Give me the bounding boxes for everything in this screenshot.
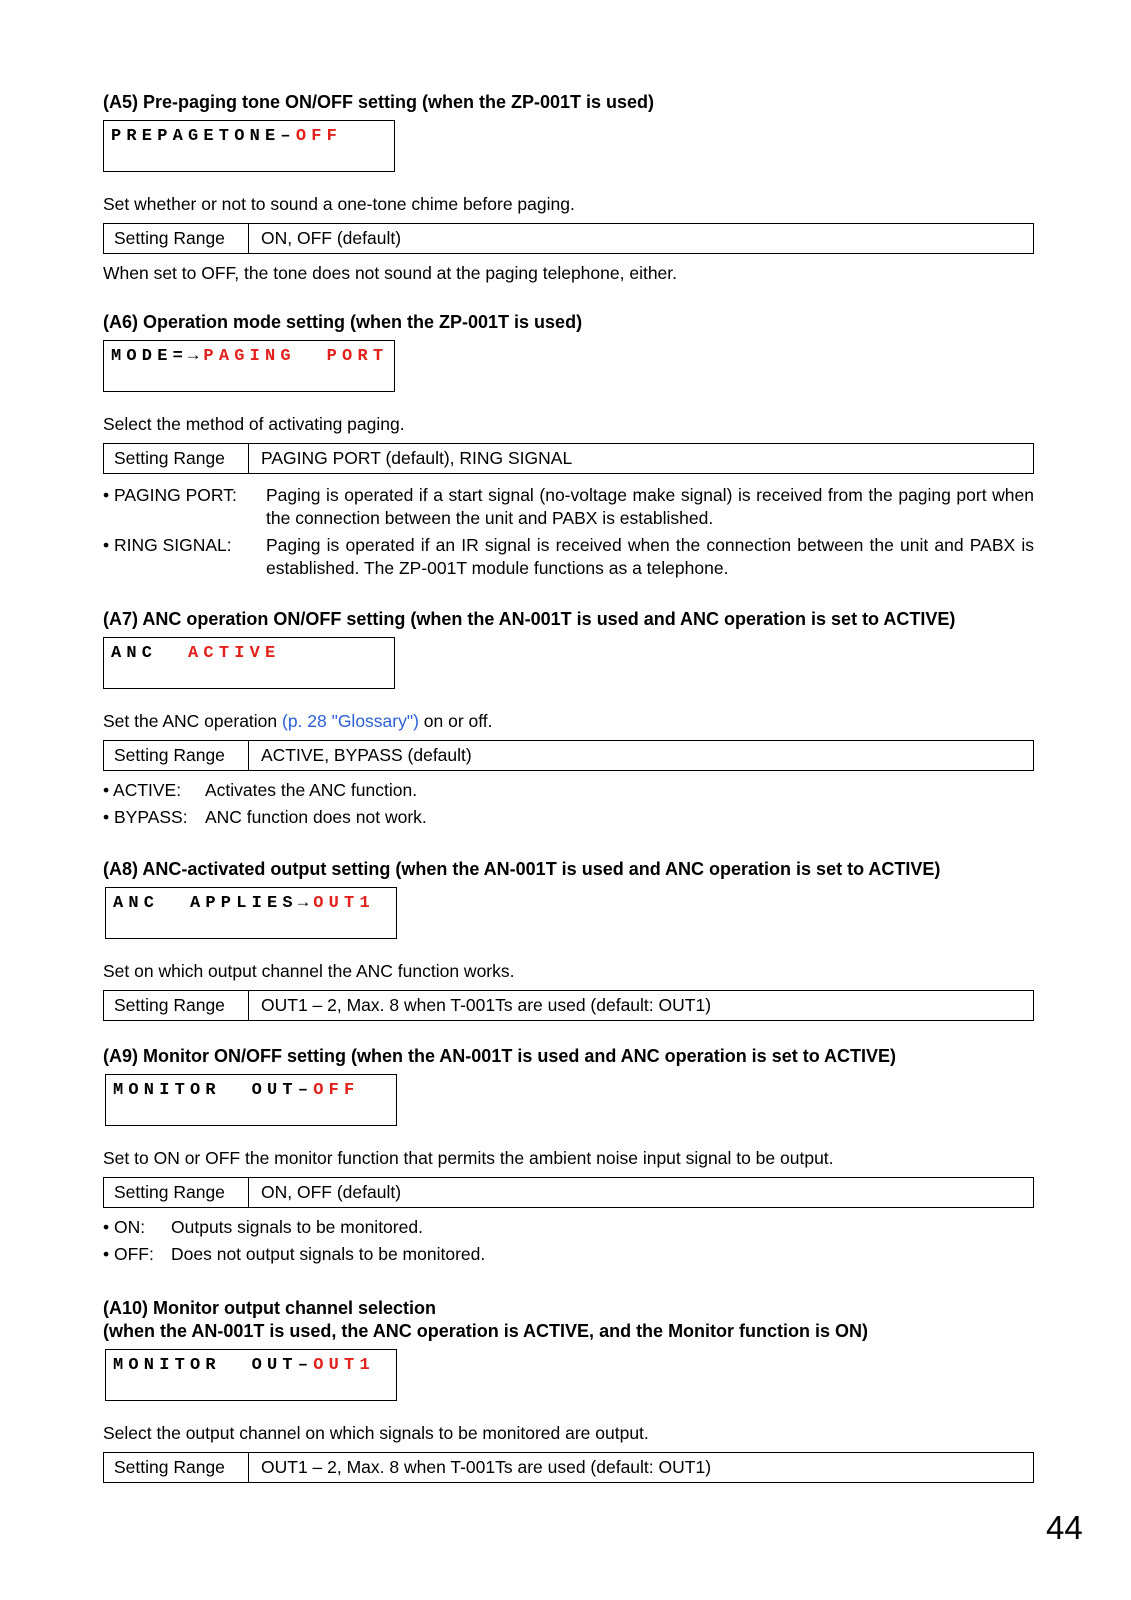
bullet-definition: Does not output signals to be monitored. [171, 1244, 486, 1264]
bullet-list [103, 779, 1034, 829]
setting-range-value: ACTIVE, BYPASS (default) [261, 745, 472, 765]
description [103, 710, 1034, 733]
description-text: Set the ANC operation [103, 711, 282, 731]
setting-range-table [103, 223, 1034, 254]
setting-range-value: ON, OFF (default) [261, 228, 402, 248]
setting-range-value: PAGING PORT (default), RING SIGNAL [261, 448, 573, 468]
section-heading: (A5) Pre-paging tone ON/OFF setting (when the ZP-001T is used) [103, 92, 655, 112]
lcd-display [105, 1349, 397, 1401]
lcd-prefix: ANC [111, 644, 189, 663]
list-item [103, 779, 1034, 802]
lcd-prefix: MONITOR OUT– [113, 1356, 314, 1375]
setting-range-label: Setting Range [104, 1178, 249, 1207]
lcd-value: PAGING PORT [203, 347, 389, 366]
section-heading: (A8) ANC-activated output setting (when the AN-001T is used and ANC operation is set to ACTIVE) [103, 859, 941, 879]
bullet-list [103, 1216, 1034, 1266]
section-heading: (A10) Monitor output channel selection [103, 1298, 437, 1318]
bullet-list [103, 484, 1034, 580]
lcd-display [103, 340, 395, 392]
lcd-value: OFF [295, 127, 343, 146]
description: Select the output channel on which signals to be monitored are output. [103, 1423, 649, 1443]
note: When set to OFF, the tone does not sound at the paging telephone, either. [103, 263, 678, 283]
lcd-prefix: ANC APPLIES→ [113, 894, 314, 913]
section-subheading: (when the AN-001T is used, the ANC operation is ACTIVE, and the Monitor function is ON) [103, 1321, 869, 1341]
description-text: on or off. [418, 711, 493, 731]
section-a5 [103, 91, 1034, 285]
setting-range-table [103, 1177, 1034, 1208]
bullet-definition: Outputs signals to be monitored. [171, 1217, 423, 1237]
setting-range-value: ON, OFF (default) [261, 1182, 402, 1202]
section-a10 [103, 1297, 1034, 1483]
setting-range-label: Setting Range [104, 741, 249, 770]
section-a7 [103, 608, 1034, 833]
bullet-term: • ON: [103, 1217, 146, 1237]
section-heading: (A7) ANC operation ON/OFF setting (when the AN-001T is used and ANC operation is set to ACTIVE) [103, 609, 956, 629]
setting-range-label: Setting Range [104, 991, 249, 1020]
setting-range-table [103, 443, 1034, 474]
description: Set on which output channel the ANC function works. [103, 961, 515, 981]
setting-range-label: Setting Range [104, 444, 249, 473]
bullet-definition: Paging is operated if an IR signal is received when the connection between the unit and PABX is established. The ZP-001T module functions as a telephone. [266, 535, 1034, 578]
lcd-prefix: MODE=→ [111, 347, 204, 366]
section-heading: (A6) Operation mode setting (when the ZP-001T is used) [103, 312, 583, 332]
lcd-display [105, 1074, 397, 1126]
lcd-prefix: PREPAGETONE– [111, 127, 296, 146]
bullet-definition: Activates the ANC function. [205, 780, 418, 800]
lcd-value: OFF [313, 1081, 360, 1100]
bullet-term: • RING SIGNAL: [103, 535, 232, 555]
section-a6 [103, 311, 1034, 584]
setting-range-table [103, 740, 1034, 771]
section-a8 [103, 858, 1034, 1021]
setting-range-value: OUT1 – 2, Max. 8 when T-001Ts are used (default: OUT1) [261, 1457, 712, 1477]
bullet-definition: ANC function does not work. [205, 807, 427, 827]
setting-range-table [103, 990, 1034, 1021]
bullet-term: • ACTIVE: [103, 780, 182, 800]
bullet-term: • PAGING PORT: [103, 485, 237, 505]
list-item [103, 1216, 1034, 1239]
bullet-definition: Paging is operated if a start signal (no-voltage make signal) is received from the paging port when the connection between the unit and PABX is established. [266, 485, 1034, 528]
lcd-display [103, 637, 395, 689]
description: Set whether or not to sound a one-tone chime before paging. [103, 194, 575, 214]
list-item [103, 1243, 1034, 1266]
lcd-value: OUT1 [313, 894, 375, 913]
lcd-prefix: MONITOR OUT– [113, 1081, 314, 1100]
page-number: 44 [1046, 1509, 1083, 1546]
description: Select the method of activating paging. [103, 414, 405, 434]
description: Set to ON or OFF the monitor function that permits the ambient noise input signal to be output. [103, 1148, 834, 1168]
lcd-value: OUT1 [313, 1356, 375, 1375]
setting-range-label: Setting Range [104, 224, 249, 253]
section-a9 [103, 1045, 1034, 1270]
setting-range-value: OUT1 – 2, Max. 8 when T-001Ts are used (default: OUT1) [261, 995, 712, 1015]
list-item [103, 484, 1034, 530]
list-item [103, 806, 1034, 829]
lcd-display [103, 120, 395, 172]
lcd-display [105, 887, 397, 939]
section-heading: (A9) Monitor ON/OFF setting (when the AN-001T is used and ANC operation is set to ACTIVE) [103, 1046, 897, 1066]
list-item [103, 534, 1034, 580]
lcd-value: ACTIVE [188, 644, 281, 663]
setting-range-table [103, 1452, 1034, 1483]
bullet-term: • OFF: [103, 1244, 154, 1264]
glossary-link[interactable]: (p. 28 "Glossary") [282, 711, 419, 731]
setting-range-label: Setting Range [104, 1453, 249, 1482]
bullet-term: • BYPASS: [103, 807, 188, 827]
